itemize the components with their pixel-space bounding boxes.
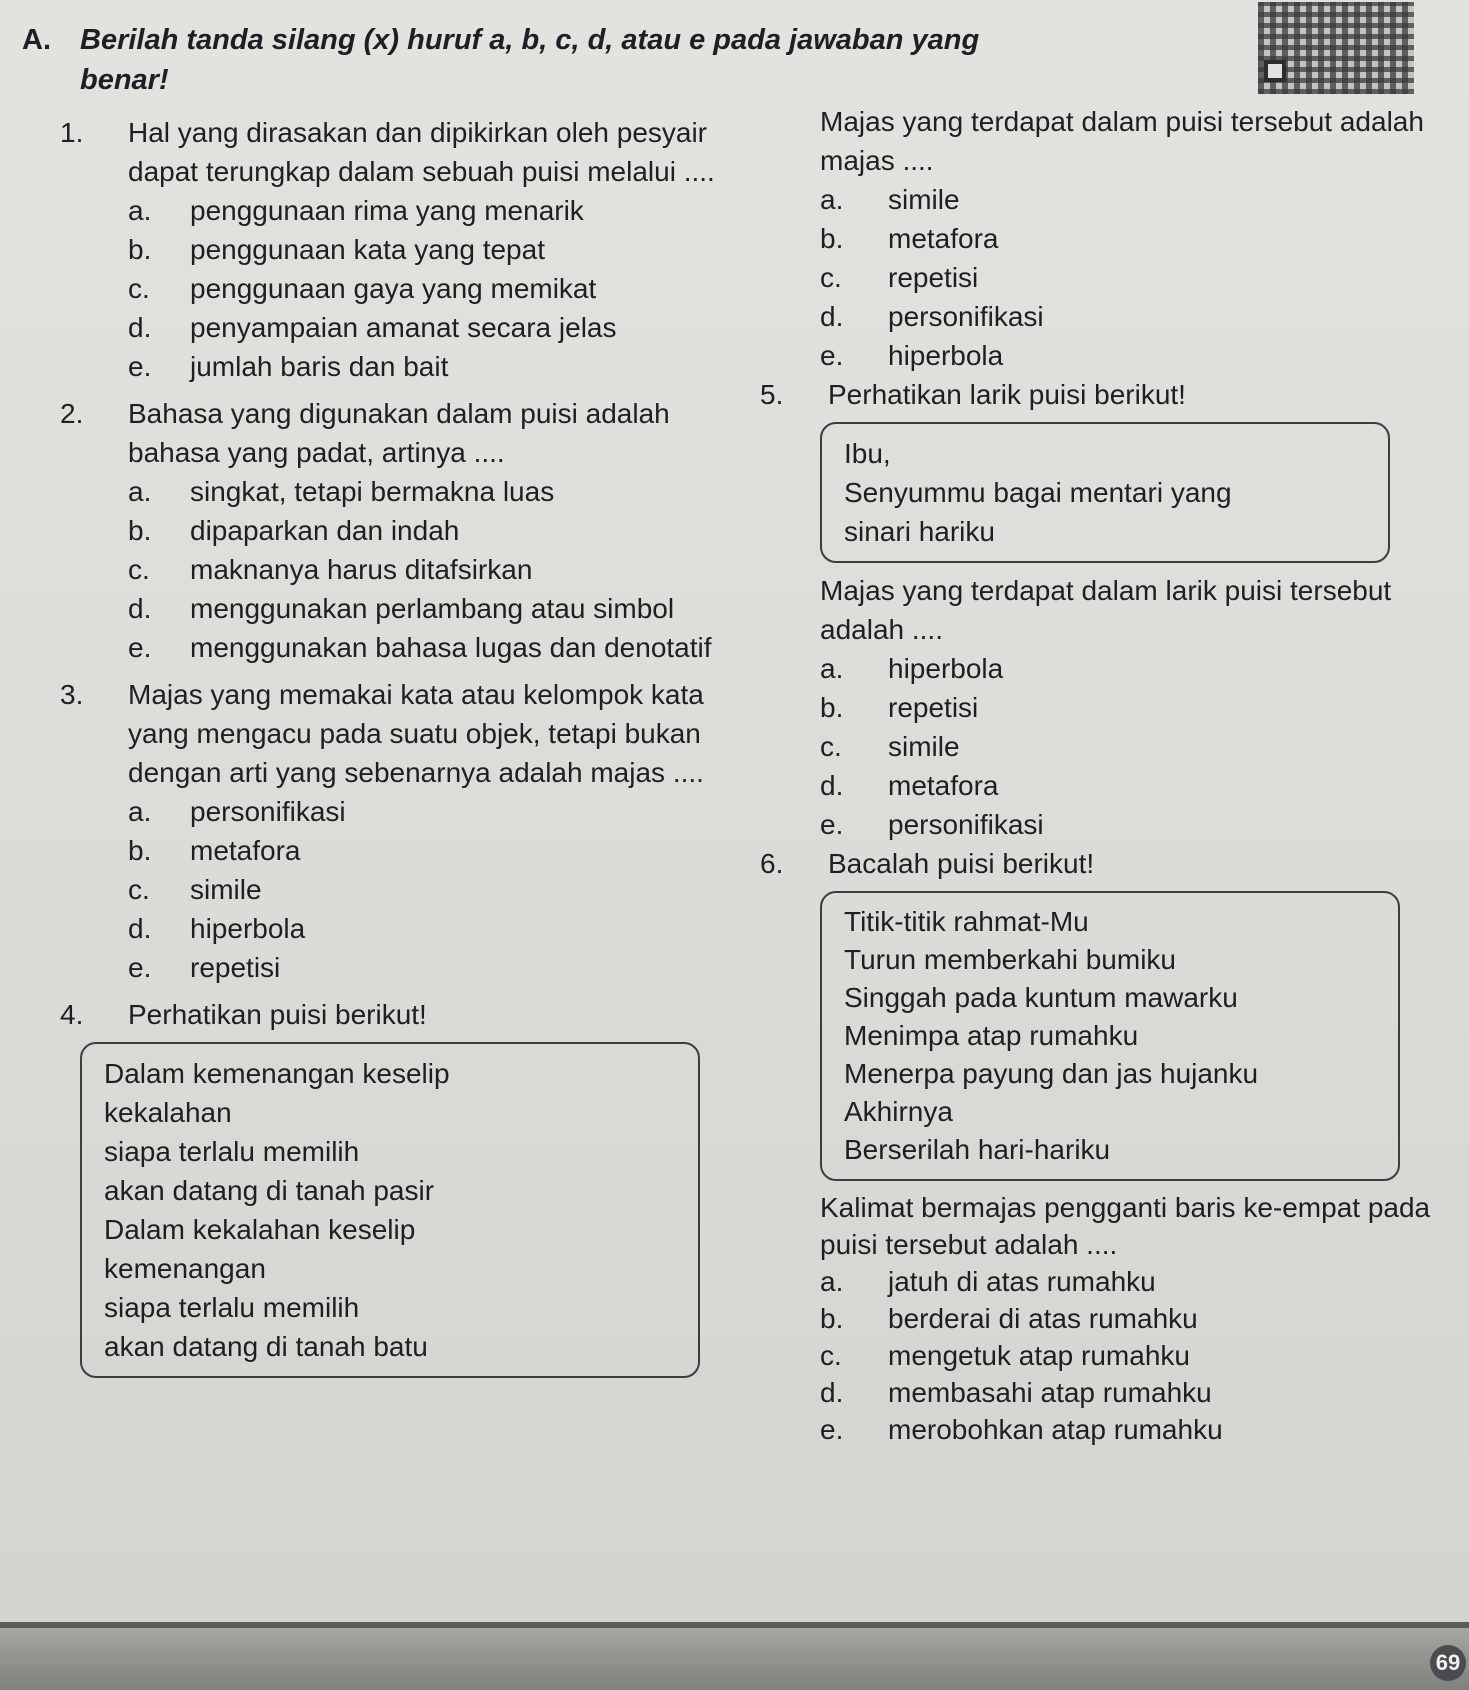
option-text: simile bbox=[888, 184, 960, 215]
option-letter: c. bbox=[820, 1340, 842, 1371]
option-letter: e. bbox=[820, 340, 844, 371]
poem-line: Turun memberkahi bumiku bbox=[844, 944, 1176, 975]
question-3 bbox=[60, 675, 720, 987]
option-letter: a. bbox=[820, 184, 844, 215]
option-c[interactable] bbox=[60, 269, 720, 308]
poem-line: Akhirnya bbox=[844, 1096, 953, 1127]
option-text: repetisi bbox=[888, 262, 979, 293]
question-number: 2. bbox=[60, 398, 84, 429]
question-number: 5. bbox=[760, 379, 784, 410]
option-letter: d. bbox=[128, 312, 152, 343]
option-letter: e. bbox=[820, 809, 844, 840]
section-letter: A. bbox=[22, 24, 51, 56]
question-text: Bacalah puisi berikut! bbox=[828, 848, 1095, 879]
option-letter: d. bbox=[820, 1377, 844, 1408]
option-letter: b. bbox=[128, 835, 152, 866]
poem-line: Senyummu bagai mentari yang bbox=[844, 477, 1232, 508]
option-text: metafora bbox=[190, 835, 301, 866]
option-a[interactable] bbox=[60, 472, 720, 511]
option-text: simile bbox=[190, 874, 262, 905]
option-letter: c. bbox=[128, 874, 150, 905]
option-text: hiperbola bbox=[888, 340, 1004, 371]
left-column bbox=[60, 113, 720, 1386]
poem-line: Singgah pada kuntum mawarku bbox=[844, 982, 1238, 1013]
option-letter: b. bbox=[128, 234, 152, 265]
option-letter: a. bbox=[820, 653, 844, 684]
option-e[interactable] bbox=[60, 948, 720, 987]
qr-finder-icon bbox=[1264, 60, 1286, 82]
question-4 bbox=[60, 995, 720, 1378]
option-letter: d. bbox=[820, 301, 844, 332]
poem-line: siapa terlalu memilih bbox=[104, 1136, 360, 1167]
question-5 bbox=[760, 375, 1460, 844]
option-list bbox=[60, 792, 720, 987]
option-text: simile bbox=[888, 731, 960, 762]
option-letter: c. bbox=[820, 731, 842, 762]
option-letter: e. bbox=[128, 952, 152, 983]
question-text: Majas yang memakai kata atau kelompok kata yang mengacu pada suatu objek, tetapi bukan dengan arti yang sebenarnya adalah majas .... bbox=[128, 679, 704, 788]
option-d[interactable] bbox=[820, 297, 1460, 336]
poem-box bbox=[80, 1042, 700, 1378]
divider bbox=[0, 1622, 1469, 1628]
option-b[interactable] bbox=[820, 1300, 1460, 1337]
option-letter: e. bbox=[128, 351, 152, 382]
option-d[interactable] bbox=[60, 909, 720, 948]
option-e[interactable] bbox=[820, 336, 1460, 375]
option-text: berderai di atas rumahku bbox=[888, 1303, 1198, 1334]
poem-line: Dalam kemenangan keselip bbox=[104, 1058, 450, 1089]
option-c[interactable] bbox=[820, 1337, 1460, 1374]
option-text: singkat, tetapi bermakna luas bbox=[190, 476, 555, 507]
poem-line: Menerpa payung dan jas hujanku bbox=[844, 1058, 1259, 1089]
question-text: Perhatikan larik puisi berikut! bbox=[828, 379, 1186, 410]
option-a[interactable] bbox=[820, 180, 1460, 219]
instruction-line-2: benar! bbox=[80, 64, 169, 96]
option-e[interactable] bbox=[60, 347, 720, 386]
option-e[interactable] bbox=[820, 1411, 1460, 1448]
poem-line: Menimpa atap rumahku bbox=[844, 1020, 1139, 1051]
option-d[interactable] bbox=[60, 308, 720, 347]
option-text: jatuh di atas rumahku bbox=[888, 1266, 1156, 1297]
option-c[interactable] bbox=[60, 870, 720, 909]
question-number: 6. bbox=[760, 848, 784, 879]
option-letter: a. bbox=[820, 1266, 844, 1297]
option-list bbox=[60, 191, 720, 386]
option-b[interactable] bbox=[820, 219, 1460, 258]
option-list bbox=[820, 1263, 1460, 1448]
poem-line: kemenangan bbox=[104, 1253, 266, 1284]
option-b[interactable] bbox=[60, 230, 720, 269]
option-d[interactable] bbox=[820, 766, 1460, 805]
option-text: menggunakan perlambang atau simbol bbox=[190, 593, 675, 624]
question-text: Perhatikan puisi berikut! bbox=[128, 999, 427, 1030]
option-text: mengetuk atap rumahku bbox=[888, 1340, 1190, 1371]
option-a[interactable] bbox=[820, 649, 1460, 688]
option-letter: e. bbox=[128, 632, 152, 663]
option-letter: b. bbox=[820, 1303, 844, 1334]
option-text: penggunaan rima yang menarik bbox=[190, 195, 584, 226]
poem-line: Ibu, bbox=[844, 438, 891, 469]
option-text: dipaparkan dan indah bbox=[190, 515, 460, 546]
question-number: 3. bbox=[60, 679, 84, 710]
option-b[interactable] bbox=[60, 511, 720, 550]
option-text: membasahi atap rumahku bbox=[888, 1377, 1212, 1408]
option-letter: b. bbox=[128, 515, 152, 546]
option-text: merobohkan atap rumahku bbox=[888, 1414, 1223, 1445]
page-number-badge: 69 bbox=[1430, 1645, 1466, 1681]
poem-line: Dalam kekalahan keselip bbox=[104, 1214, 416, 1245]
option-text: personifikasi bbox=[888, 301, 1044, 332]
question-text: Majas yang terdapat dalam puisi tersebut adalah majas .... bbox=[820, 106, 1424, 176]
option-list bbox=[820, 180, 1460, 375]
page-bottom-edge bbox=[0, 1622, 1469, 1690]
question-6 bbox=[760, 844, 1460, 1448]
option-letter: a. bbox=[128, 796, 152, 827]
option-text: jumlah baris dan bait bbox=[190, 351, 449, 382]
right-column bbox=[760, 102, 1460, 1448]
instruction-line-1: Berilah tanda silang (x) huruf a, b, c, d, atau e pada jawaban yang bbox=[80, 24, 980, 56]
section-heading bbox=[22, 20, 1222, 100]
option-a[interactable] bbox=[60, 191, 720, 230]
question-text: Majas yang terdapat dalam larik puisi tersebut adalah .... bbox=[820, 575, 1392, 645]
option-a[interactable] bbox=[820, 1263, 1460, 1300]
option-d[interactable] bbox=[820, 1374, 1460, 1411]
poem-line: akan datang di tanah pasir bbox=[104, 1175, 435, 1206]
option-text: repetisi bbox=[190, 952, 281, 983]
option-text: personifikasi bbox=[190, 796, 346, 827]
option-a[interactable] bbox=[60, 792, 720, 831]
question-text: Hal yang dirasakan dan dipikirkan oleh pesyair dapat terungkap dalam sebuah puisi melalui .... bbox=[128, 117, 715, 187]
poem-line: sinari hariku bbox=[844, 516, 995, 547]
poem-line: kekalahan bbox=[104, 1097, 232, 1128]
option-list bbox=[60, 472, 720, 667]
question-1 bbox=[60, 113, 720, 386]
poem-line: siapa terlalu memilih bbox=[104, 1292, 360, 1323]
option-text: hiperbola bbox=[888, 653, 1004, 684]
option-text: personifikasi bbox=[888, 809, 1044, 840]
option-c[interactable] bbox=[820, 258, 1460, 297]
poem-line: akan datang di tanah batu bbox=[104, 1331, 428, 1362]
option-letter: d. bbox=[128, 913, 152, 944]
option-letter: a. bbox=[128, 195, 152, 226]
option-text: metafora bbox=[888, 770, 999, 801]
option-text: menggunakan bahasa lugas dan denotatif bbox=[190, 632, 712, 663]
option-letter: b. bbox=[820, 223, 844, 254]
option-b[interactable] bbox=[820, 688, 1460, 727]
option-text: repetisi bbox=[888, 692, 979, 723]
option-c[interactable] bbox=[60, 550, 720, 589]
option-letter: e. bbox=[820, 1414, 844, 1445]
poem-box bbox=[820, 422, 1390, 563]
option-d[interactable] bbox=[60, 589, 720, 628]
option-letter: c. bbox=[128, 273, 150, 304]
option-letter: d. bbox=[128, 593, 152, 624]
option-list bbox=[820, 649, 1460, 844]
option-b[interactable] bbox=[60, 831, 720, 870]
option-text: penyampaian amanat secara jelas bbox=[190, 312, 617, 343]
poem-line: Berserilah hari-hariku bbox=[844, 1134, 1111, 1165]
question-text: Bahasa yang digunakan dalam puisi adalah bahasa yang padat, artinya .... bbox=[128, 398, 670, 468]
option-c[interactable] bbox=[820, 727, 1460, 766]
option-letter: b. bbox=[820, 692, 844, 723]
option-letter: a. bbox=[128, 476, 152, 507]
option-text: penggunaan kata yang tepat bbox=[190, 234, 545, 265]
question-text: Kalimat bermajas pengganti baris ke-empat pada puisi tersebut adalah .... bbox=[820, 1192, 1431, 1260]
option-text: hiperbola bbox=[190, 913, 306, 944]
option-text: penggunaan gaya yang memikat bbox=[190, 273, 597, 304]
option-letter: c. bbox=[820, 262, 842, 293]
option-text: metafora bbox=[888, 223, 999, 254]
question-2 bbox=[60, 394, 720, 667]
question-number: 1. bbox=[60, 117, 84, 148]
poem-line: Titik-titik rahmat-Mu bbox=[844, 906, 1089, 937]
poem-box bbox=[820, 891, 1400, 1181]
option-e[interactable] bbox=[60, 628, 720, 667]
question-number: 4. bbox=[60, 999, 84, 1030]
question-4-continued bbox=[820, 102, 1460, 375]
option-letter: d. bbox=[820, 770, 844, 801]
option-letter: c. bbox=[128, 554, 150, 585]
option-e[interactable] bbox=[820, 805, 1460, 844]
option-text: maknanya harus ditafsirkan bbox=[190, 554, 533, 585]
